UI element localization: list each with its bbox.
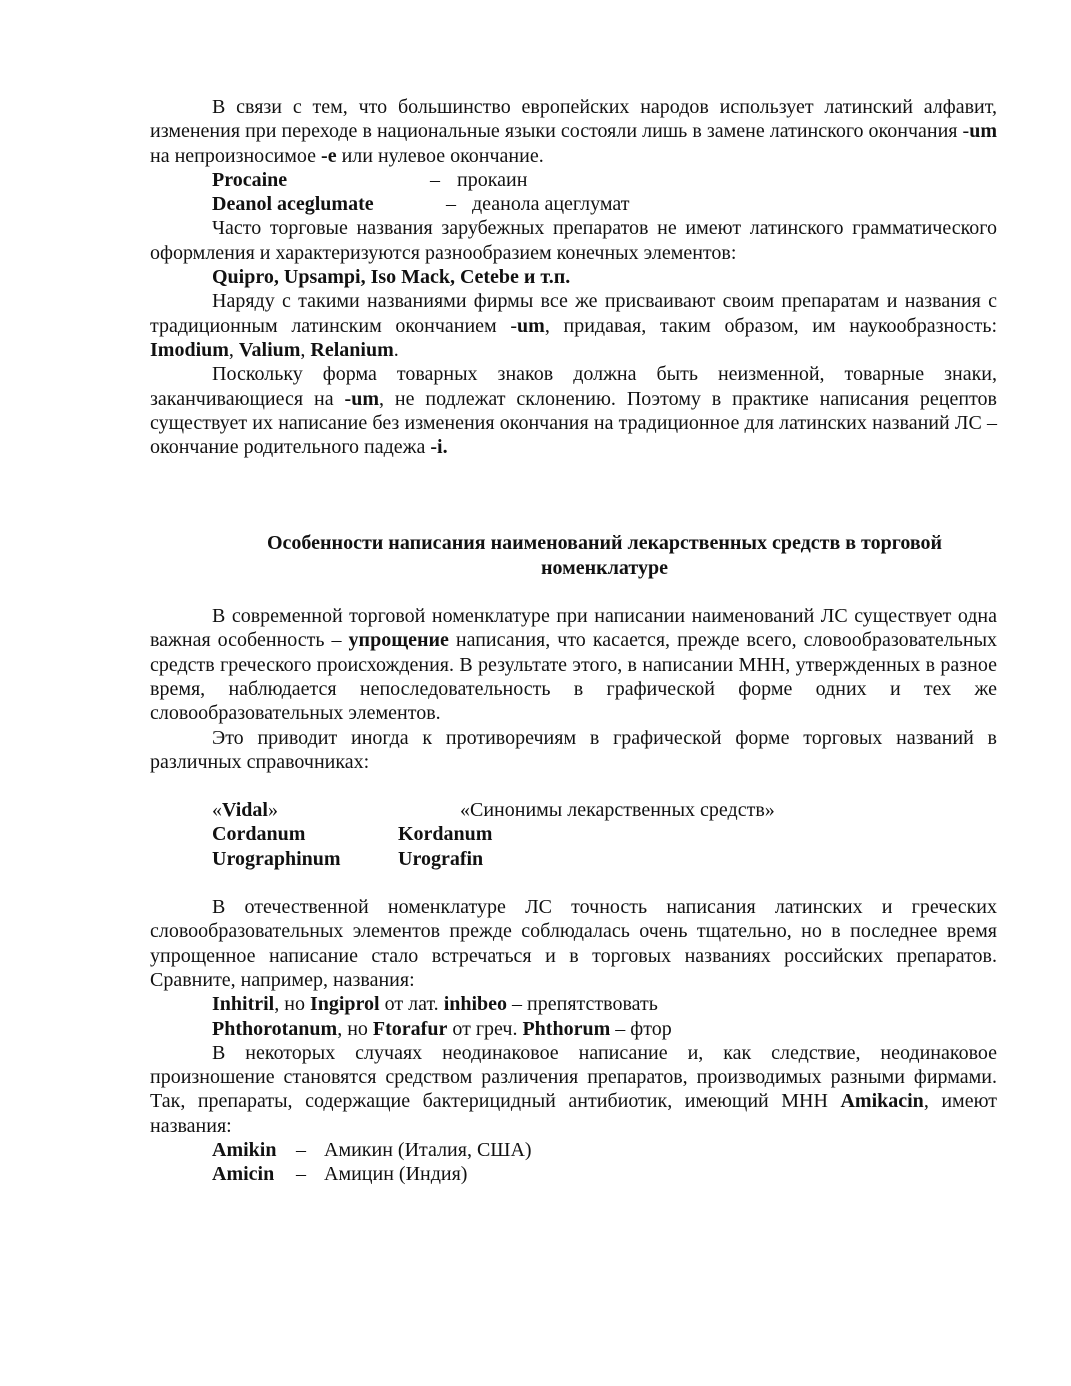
text: от греч. <box>447 1017 523 1040</box>
text: , <box>228 338 239 361</box>
dash: – <box>430 168 440 191</box>
text: Наряду с такими названиями фирмы все же присваивают своим препаратам и названия с традиционным латинским окончанием - <box>150 290 997 337</box>
text: , но <box>274 993 310 1016</box>
paragraph-trademark-form <box>150 362 997 459</box>
russian-name: деанола ацеглумат <box>472 193 630 216</box>
text: – фтор <box>610 1017 672 1040</box>
text: – препятствовать <box>507 993 658 1016</box>
latin-name: Deanol aceglumate <box>212 193 374 216</box>
bold-term: Ftorafur <box>372 1017 448 1040</box>
quote: « <box>212 799 222 822</box>
text: В современной торговой номенклатуре при написании наименований ЛС существует одна важная особенность – <box>150 605 997 652</box>
text: или нулевое окончание. <box>336 144 544 167</box>
paragraph-contradictions: Это приводит иногда к противоречиям в графической форме торговых названий в различных справочниках: <box>150 726 997 773</box>
bold-term: Quipro, Upsampi, Iso Mack, Cetebe <box>212 266 519 289</box>
example-row-procaine <box>150 168 997 192</box>
spacer <box>150 774 997 798</box>
reference-vidal <box>212 798 278 822</box>
paragraph-simplification <box>150 604 997 725</box>
text: , придавая, таким образом, им наукообразность: <box>544 314 997 337</box>
bold-term: -e <box>321 144 337 167</box>
example-inhitril <box>150 992 997 1016</box>
bold-term: Vidal <box>222 799 268 822</box>
bold-term: inhibeo <box>443 993 508 1016</box>
synonym-name: Kordanum <box>398 823 493 846</box>
paragraph-amikacin <box>150 1041 997 1138</box>
text: написания, что касается, прежде всего, словообразовательных средств греческого происхождения. В результате этого, в написании МНН, утвержденных в разное время, наблюдается непоследовательность в графической форме одних и тех же словообразовательных элементов. <box>150 629 998 725</box>
spacer <box>150 871 997 895</box>
text: , не подлежат склонению. Поэтому в практике написания рецептов существует их написание без изменения окончания на традиционное для латинских названий ЛС – окончание родительного падежа <box>150 387 998 459</box>
bold-term: um <box>969 120 997 143</box>
quote: » <box>267 799 278 822</box>
text: В связи с тем, что большинство европейских народов использует латинский алфавит, изменения при переходе в национальные языки состояли лишь в замене латинского окончания - <box>150 96 997 143</box>
text: , но <box>337 1017 373 1040</box>
bold-term: Relanium <box>310 338 394 361</box>
example-row-amicin <box>150 1162 997 1186</box>
dash: – <box>296 1138 306 1161</box>
bold-term: Valium <box>238 338 301 361</box>
bold-term: Amikacin <box>840 1090 924 1113</box>
example-row-amikin <box>150 1138 997 1162</box>
dash: – <box>296 1163 306 1186</box>
spacer <box>150 459 997 531</box>
bold-term: упрощение <box>348 629 449 652</box>
section-heading: Особенности написания наименований лекарственных средств в торговой номенклатуре <box>266 532 943 579</box>
spacer <box>150 580 997 604</box>
text: от лат. <box>379 993 444 1016</box>
example-phthorotanum <box>150 1017 997 1041</box>
bold-term: -um <box>344 387 379 410</box>
latin-name: Procaine <box>212 168 288 191</box>
text: на непроизносимое <box>150 144 322 167</box>
compare-row <box>150 822 997 846</box>
reference-synonyms: «Синонимы лекарственных средств» <box>460 799 775 822</box>
paragraph-domestic-nomenclature: В отечественной номенклатуре ЛС точность написания латинских и греческих словообразовательных элементов прежде соблюдалась очень тщательно, но в последнее время упрощенное написание стало встречаться и в торговых названиях российских препаратов. Сравните, например, названия: <box>150 896 997 991</box>
bold-term: Phthorum <box>522 1017 611 1040</box>
text: . <box>393 338 399 361</box>
text: Поскольку форма товарных знаков должна быть неизменной, товарные знаки, заканчивающиеся на <box>150 363 997 410</box>
bold-term: Phthorotanum <box>212 1017 338 1040</box>
document-page <box>150 95 997 1187</box>
paragraph-latin-alphabet <box>150 95 997 168</box>
compare-header <box>150 798 997 822</box>
text: , имеют названия: <box>150 1090 997 1137</box>
russian-name: Амикин (Италия, США) <box>324 1138 532 1161</box>
paragraph-trade-names: Часто торговые названия зарубежных препаратов не имеют латинского грамматического оформления и характеризуются разнообразием конечных элементов: <box>150 217 997 264</box>
bold-term: -i. <box>430 436 448 459</box>
synonym-name: Urografin <box>398 847 484 870</box>
bold-term: Imodium <box>150 338 229 361</box>
bold-term: Inhitril <box>212 993 275 1016</box>
vidal-name: Cordanum <box>212 823 306 846</box>
dash: – <box>446 193 456 216</box>
bold-term: Ingiprol <box>309 993 380 1016</box>
vidal-name: Urographinum <box>212 847 341 870</box>
example-row-deanol <box>150 192 997 216</box>
paragraph-um-ending <box>150 289 997 362</box>
bold-term: um <box>517 314 545 337</box>
text: , <box>300 338 311 361</box>
latin-name: Amicin <box>212 1163 275 1186</box>
trade-names-list <box>150 265 997 289</box>
compare-row <box>150 847 997 871</box>
text: В некоторых случаях неодинаковое написание и, как следствие, неодинаковое произношение становятся средством различения препаратов, производимых разными фирмами. Так, препараты, содержащие бактерицидный антибиотик, имеющий МНН <box>150 1041 997 1113</box>
text: и т.п. <box>518 266 571 289</box>
latin-name: Amikin <box>212 1138 277 1161</box>
russian-name: Амицин (Индия) <box>324 1163 468 1186</box>
russian-name: прокаин <box>457 168 528 191</box>
